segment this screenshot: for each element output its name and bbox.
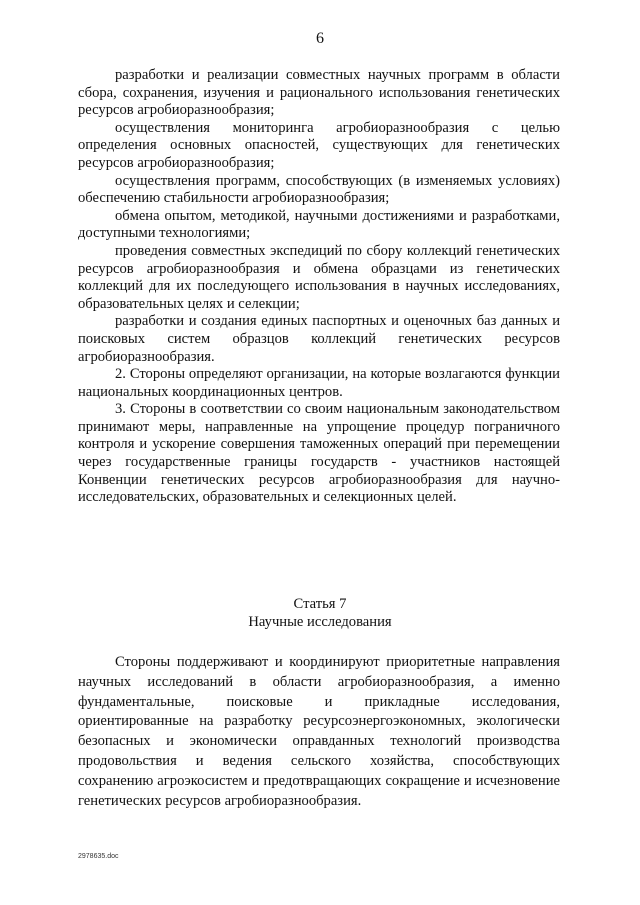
paragraph-joint-expeditions: проведения совместных экспедиций по сбору коллекций генетических ресурсов агробиоразнообразия и обмена образцами из генетических коллекций для их последующего использования в научных исследованиях, образовательных целях и селекции; xyxy=(78,242,560,312)
paragraph-databases: разработки и создания единых паспортных и оценочных баз данных и поисковых систем образцов коллекций генетических ресурсов агробиоразнообразия. xyxy=(78,313,560,365)
paragraph-experience-exchange: обмена опытом, методикой, научными достижениями и разработками, доступными технологиями; xyxy=(78,207,560,242)
article-body xyxy=(78,653,560,811)
paragraph-stability-programs: осуществления программ, способствующих (в изменяемых условиях) обеспечению стабильности агробиоразнообразия; xyxy=(78,172,560,207)
paragraph-research-programs: разработки и реализации совместных научных программ в области сбора, сохранения, изучения и рационального использования генетических ресурсов агробиоразнообразия; xyxy=(78,67,560,119)
paragraph-monitoring: осуществления мониторинга агробиоразнообразия с целью определения основных опасностей, существующих для генетических ресурсов агробиоразнообразия; xyxy=(78,119,560,171)
article-number: Статья 7 xyxy=(293,596,347,612)
paragraph-border-control: 3. Стороны в соответствии со своим национальным законодательством принимают меры, направленные на упрощение процедур пограничного контроля и ускорение совершения таможенных операций при перемещении через государственные границы государств - участников настоящей Конвенции генетических ресурсов агробиоразнообразия для научно-исследовательских, образовательных и селекционных целей. xyxy=(78,401,560,506)
paragraph-coordination-centers: 2. Стороны определяют организации, на которые возлагаются функции национальных координационных центров. xyxy=(78,366,560,400)
page-number: 6 xyxy=(316,30,324,47)
article-title: Научные исследования xyxy=(248,614,392,630)
document-body xyxy=(78,67,560,507)
paragraph-scientific-research: Стороны поддерживают и координируют приоритетные направления научных исследований в области агробиоразнообразия, а именно фундаментальные, поисковые и прикладные исследования, ориентированные на разработку ресурсоэнергоэкономных, экологически безопасных и экономически оправданных технологий производства продовольствия и ведения сельского хозяйства, способствующих сохранению агроэкосистем и предотвращающих сокращение и исчезновение генетических ресурсов агробиоразнообразия. xyxy=(78,654,560,809)
document-filename: 2978635.doc xyxy=(78,853,119,860)
